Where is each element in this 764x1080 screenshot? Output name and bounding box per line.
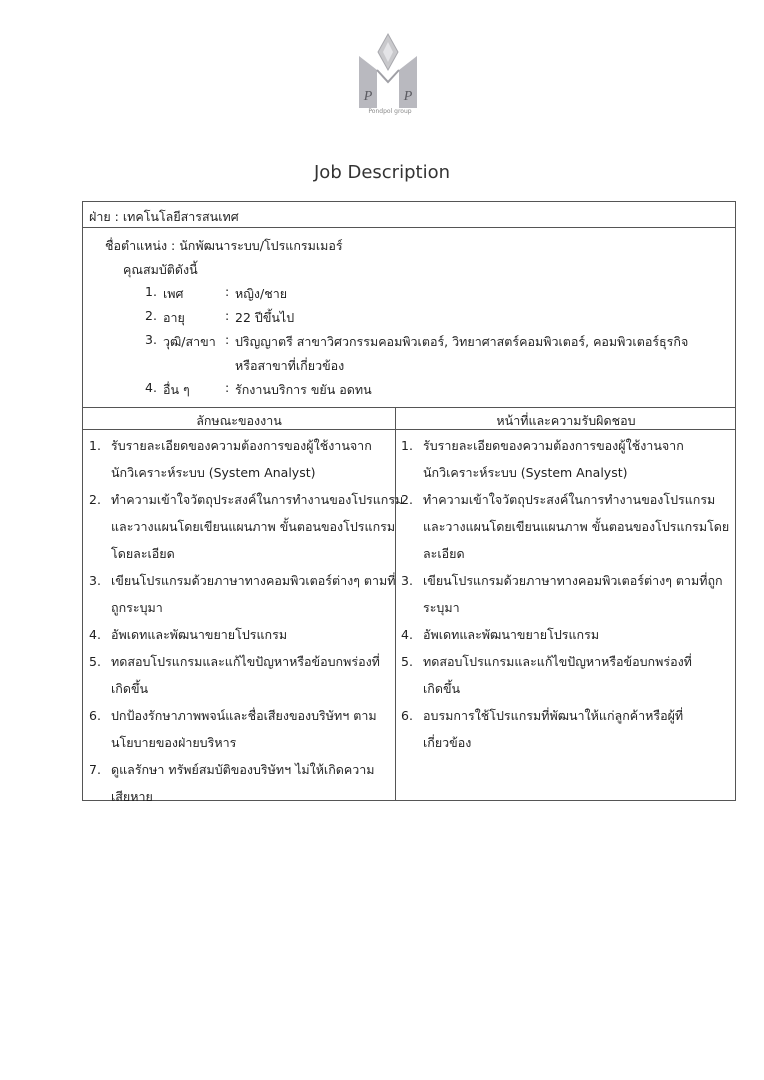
qualification-separator: : (225, 332, 230, 347)
list-item-text: เกิดขึ้น (111, 681, 149, 696)
list-item-text: ปกป้องรักษาภาพพจน์และชื่อเสียงของบริษัทฯ ตาม (111, 708, 377, 723)
list-item-text: อบรมการใช้โปรแกรมที่พัฒนาให้แก่ลูกค้าหรือผู้ที่ (423, 708, 684, 723)
list-item (401, 621, 731, 648)
list-item-text: อัพเดทและพัฒนาขยายโปรแกรม (111, 627, 288, 642)
qualification-value: ปริญญาตรี สาขาวิศวกรรมคอมพิวเตอร์, วิทยาศาสตร์คอมพิวเตอร์, คอมพิวเตอร์ธุรกิจ (235, 334, 689, 349)
qualification-value: 22 ปีขึ้นไป (235, 310, 295, 325)
qualification-value: รักงานบริการ ขยัน อดทน (235, 382, 372, 397)
list-item-text: รับรายละเอียดของความต้องการของผู้ใช้งานจาก (423, 438, 684, 453)
qualifications-section (83, 228, 735, 408)
list-item-number: 2. (89, 492, 101, 507)
duties-header: ลักษณะของงาน (196, 413, 282, 428)
department-row (83, 202, 735, 228)
list-item-number: 6. (401, 708, 413, 723)
list-item-text: โดยละเอียด (111, 546, 175, 561)
list-item-text: เกิดขึ้น (423, 681, 461, 696)
qualification-label: อื่น ๆ (163, 382, 190, 397)
list-item-number: 1. (401, 438, 413, 453)
list-item-number: 5. (401, 654, 413, 669)
list-item-text: ทดสอบโปรแกรมและแก้ไขปัญหาหรือข้อบกพร่องที่ (111, 654, 380, 669)
logo-caption: Pondpol group (368, 108, 412, 115)
job-description-table (82, 201, 736, 804)
qualification-value-continued: หรือสาขาที่เกี่ยวข้อง (235, 358, 345, 373)
qualification-number: 1. (145, 284, 157, 299)
qualification-separator: : (225, 284, 230, 299)
list-item (89, 702, 389, 756)
list-item-text: ทำความเข้าใจวัตถุประสงค์ในการทำงานของโปรแกรม (423, 492, 716, 507)
list-item-text: เกี่ยวข้อง (423, 735, 472, 750)
list-item (401, 702, 731, 756)
list-item (89, 486, 404, 567)
list-item (89, 621, 389, 648)
list-item-number: 3. (89, 573, 101, 588)
list-item-number: 4. (401, 627, 413, 642)
qualification-value: หญิง/ชาย (235, 286, 288, 301)
list-item (89, 567, 396, 621)
qualification-label: เพศ (163, 286, 184, 301)
list-item-number: 1. (89, 438, 101, 453)
page-title: Job Description (314, 162, 450, 183)
logo-letter-left: P (363, 89, 373, 104)
list-item (89, 432, 389, 486)
list-item-text: ถูกระบุมา (111, 600, 163, 615)
list-item-text: ดูแลรักษา ทรัพย์สมบัติของบริษัทฯ ไม่ให้เกิดความ (111, 762, 375, 777)
list-item-text: อัพเดทและพัฒนาขยายโปรแกรม (423, 627, 600, 642)
qualification-separator: : (225, 308, 230, 323)
responsibilities-header: หน้าที่และความรับผิดชอบ (496, 413, 636, 428)
list-item-text: และวางแผนโดยเขียนแผนภาพ ขั้นตอนของโปรแกรมโดย (423, 519, 730, 534)
column-headers (83, 408, 735, 430)
qualification-number: 2. (145, 308, 157, 323)
list-item-text: เขียนโปรแกรมด้วยภาษาทางคอมพิวเตอร์ต่างๆ ตามที่ (111, 573, 396, 588)
list-item-number: 2. (401, 492, 413, 507)
list-item (401, 567, 731, 621)
department-label: ฝ่าย : เทคโนโลยีสารสนเทศ (89, 209, 239, 224)
list-item-text: และวางแผนโดยเขียนแผนภาพ ขั้นตอนของโปรแกรม (111, 519, 396, 534)
list-item-number: 3. (401, 573, 413, 588)
list-item (401, 486, 731, 567)
column-divider (395, 408, 396, 801)
list-item-text: นักวิเคราะห์ระบบ (System Analyst) (111, 465, 316, 480)
list-item (401, 648, 731, 702)
list-item-number: 5. (89, 654, 101, 669)
list-item-text: รับรายละเอียดของความต้องการของผู้ใช้งานจาก (111, 438, 372, 453)
qualification-label: อายุ (163, 310, 185, 325)
list-item-number: 6. (89, 708, 101, 723)
list-item (89, 756, 389, 810)
qualification-separator: : (225, 380, 230, 395)
list-item-text: ระบุมา (423, 600, 460, 615)
list-item-text: นโยบายของฝ่ายบริหาร (111, 735, 237, 750)
list-item (401, 432, 731, 486)
list-item-text: ละเอียด (423, 546, 465, 561)
qualification-number: 3. (145, 332, 157, 347)
list-item-text: เขียนโปรแกรมด้วยภาษาทางคอมพิวเตอร์ต่างๆ ตามที่ถูก (423, 573, 723, 588)
qualifications-heading: คุณสมบัติดังนี้ (123, 262, 198, 277)
list-item-text: นักวิเคราะห์ระบบ (System Analyst) (423, 465, 628, 480)
list-item-number: 4. (89, 627, 101, 642)
list-item-text: ทำความเข้าใจวัตถุประสงค์ในการทำงานของโปรแกรม (111, 492, 404, 507)
list-item (89, 648, 389, 702)
list-item-text: ทดสอบโปรแกรมและแก้ไขปัญหาหรือข้อบกพร่องที่ (423, 654, 692, 669)
position-title: ชื่อตำแหน่ง : นักพัฒนาระบบ/โปรแกรมเมอร์ (105, 238, 343, 253)
qualification-number: 4. (145, 380, 157, 395)
logo-letter-right: P (403, 89, 413, 104)
qualification-label: วุฒิ/สาขา (163, 334, 216, 349)
list-item-text: เสียหาย (111, 789, 153, 804)
list-item-number: 7. (89, 762, 101, 777)
